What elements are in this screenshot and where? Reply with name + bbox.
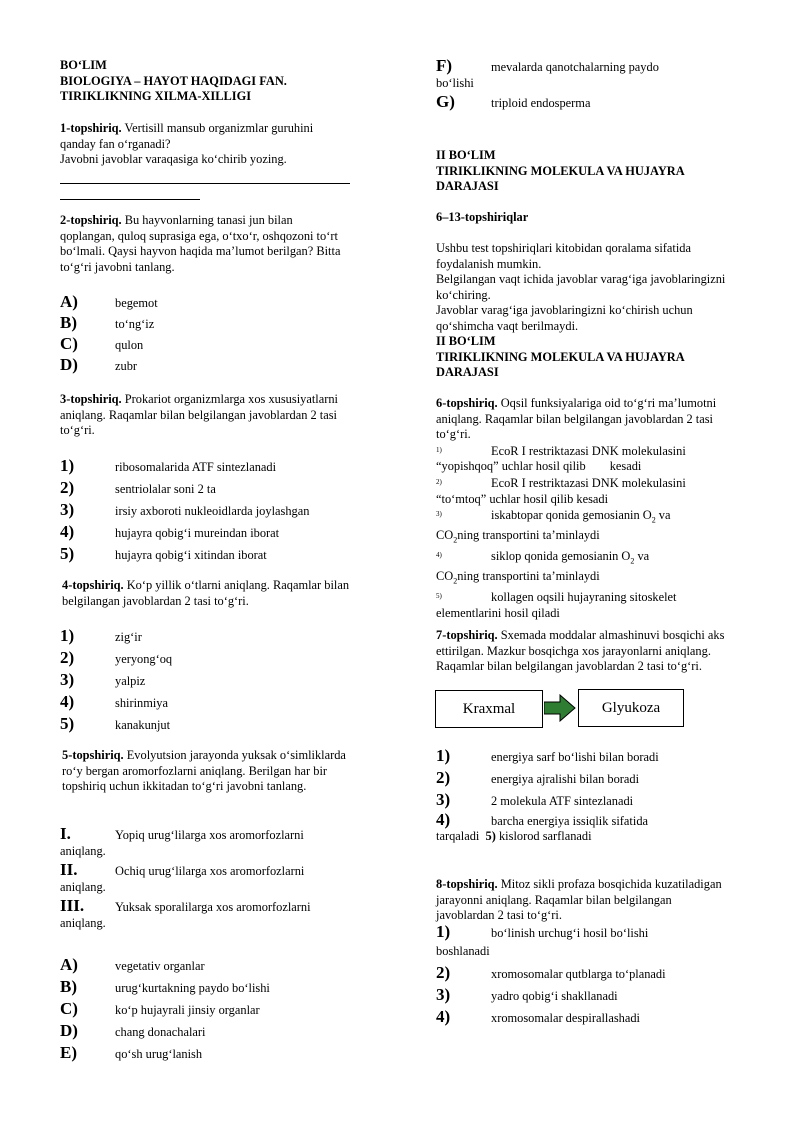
instruction-3: Javoblar varagʻiga javoblaringizni koʻchirish uchun qoʻshimcha vaqt berilmaydi. (436, 303, 693, 333)
option-2[interactable] (60, 478, 350, 500)
option-d[interactable] (60, 355, 350, 376)
option-text: triploid endosperma (491, 96, 591, 110)
option-4[interactable] (436, 1007, 726, 1029)
task-3-label: 3-topshiriq. (60, 392, 122, 406)
option-mark: A) (60, 955, 78, 974)
task-4-question: Koʻp yillik oʻtlarni aniqlang. Raqamlar bilan belgilangan javoblardan 2 tasi toʻgʻri. (62, 578, 350, 608)
option-text: mevalarda qanotchalarning paydo (491, 60, 659, 74)
section-label: II BOʻLIM (436, 334, 496, 348)
option-4-cont (436, 569, 726, 589)
subquestion-mark: I. (60, 824, 71, 843)
option-text-cont: CO (436, 569, 454, 584)
task-5-subquestions (60, 826, 350, 934)
option-text-cont: “yopishqoq” uchlar hosil qilib (436, 459, 586, 474)
option-mark: C) (60, 334, 78, 353)
option-text: toʻngʻiz (115, 317, 155, 331)
option-text: vegetativ organlar (115, 959, 205, 973)
option-mark: 2) (436, 768, 451, 787)
option-text: iskabtopar qonida gemosianin O (491, 508, 652, 523)
scheme-box-starch: Kraxmal (435, 690, 543, 728)
option-mark: 3) (60, 500, 75, 519)
section-title-line-1: BIOLOGIYA – HAYOT HAQIDAGI FAN. (60, 73, 287, 88)
subquestion-text-cont: aniqlang. (60, 843, 106, 858)
option-text: zubr (115, 359, 138, 373)
option-5-mark[interactable]: 5) (485, 829, 496, 843)
option-text-end: kesadi (609, 459, 642, 474)
option-text: xromosomalar qutblarga toʻplanadi (491, 967, 666, 981)
task-5-label: 5-topshiriq. (62, 748, 124, 762)
option-1[interactable] (436, 924, 726, 944)
subscript: 2 (453, 535, 458, 545)
section-title-line-1: TIRIKLIKNING MOLEKULA VA HUJAYRA (436, 163, 685, 178)
option-mark: 5) (436, 592, 442, 601)
option-3-cont (436, 528, 726, 548)
option-5[interactable] (436, 589, 726, 606)
option-text: koʻp hujayrali jinsiy organlar (115, 1003, 260, 1017)
option-e[interactable] (60, 1043, 350, 1065)
option-text-tail: va (655, 508, 671, 523)
option-a[interactable] (60, 955, 350, 977)
task-7-question: Sxemada moddalar almashinuvi bosqichi aks ettirilgan. Mazkur bosqichga xos jarayonlarni aniqlang. Raqamlar bilan belgilangan javoblardan 2 tasi toʻgʻri. (436, 628, 725, 674)
option-2[interactable] (436, 963, 726, 985)
option-text: irsiy axboroti nukleoidlarda joylashgan (115, 504, 310, 518)
option-mark: 3) (436, 510, 442, 519)
option-b[interactable] (60, 313, 350, 334)
task-5-text (60, 748, 350, 795)
subquestion-mark: II. (60, 860, 78, 879)
task-2-label: 2-topshiriq. (60, 213, 122, 227)
option-5[interactable] (60, 714, 350, 736)
option-mark: 5) (60, 544, 75, 563)
option-3[interactable] (60, 500, 350, 522)
task-4-text (60, 578, 350, 609)
option-text-cont: tarqaladi (436, 829, 480, 843)
task-7-label: 7-topshiriq. (436, 628, 498, 642)
option-text: energiya sarf boʻlishi bilan boradi (491, 750, 659, 764)
option-mark: F) (436, 56, 453, 75)
option-mark: B) (60, 313, 77, 332)
task-8-label: 8-topshiriq. (436, 877, 498, 891)
option-mark: 5) (60, 714, 75, 733)
option-text: qulon (115, 338, 144, 352)
option-text: barcha energiya issiqlik sifatida (491, 814, 649, 828)
option-mark: 4) (436, 810, 451, 829)
option-1[interactable] (436, 746, 726, 768)
option-mark: 1) (60, 626, 75, 645)
option-c[interactable] (60, 334, 350, 355)
answer-line[interactable] (60, 168, 350, 184)
task-4-label: 4-topshiriq. (62, 578, 124, 592)
option-text: yeryongʻoq (115, 652, 173, 666)
subquestion-text: Yuksak sporalilarga xos aromorfozlarni (115, 900, 311, 914)
task-1-question: Vertisill mansub organizmlar guruhini qanday fan oʻrganadi? (60, 121, 314, 151)
option-2[interactable] (436, 475, 726, 492)
section-title-line-2: DARAJASI (436, 179, 499, 194)
option-c[interactable] (60, 999, 350, 1021)
task-6-text (436, 396, 726, 443)
option-text: begemot (115, 296, 158, 310)
option-mark: D) (60, 1021, 78, 1040)
section-title-line-2: DARAJASI (436, 365, 499, 380)
task-range-title: 6–13-topshiriqlar (436, 210, 529, 224)
option-5[interactable] (60, 544, 350, 566)
subquestion-text-cont: aniqlang. (60, 915, 106, 930)
subquestion-ii (60, 862, 350, 898)
option-mark: E) (60, 1043, 77, 1062)
task-6-question: Oqsil funksiyalariga oid toʻgʻri maʼlumotni aniqlang. Raqamlar bilan belgilangan javoblardan 2 tasi toʻgʻri. (436, 396, 717, 442)
task-4-options (60, 626, 350, 736)
option-g[interactable] (436, 94, 726, 116)
option-text: EcoR I restriktazasi DNK molekulasini (491, 475, 686, 490)
option-mark: B) (60, 977, 77, 996)
task-2-question: Bu hayvonlarning tanasi jun bilan qoplangan, quloq suprasiga ega, oʻtxoʻr, oshqozoni toʻrt boʻlmali. Qaysi hayvon haqida maʼlumot berilgan? Bitta toʻgʻri javobni tanlang. (60, 213, 341, 274)
option-text: 2 molekula ATF sintezlanadi (491, 794, 634, 808)
option-mark: 1) (436, 746, 451, 765)
option-mark: 3) (436, 985, 451, 1004)
option-text: chang donachalari (115, 1025, 206, 1039)
option-text: EcoR I restriktazasi DNK molekulasini (491, 443, 686, 458)
option-4-cont (436, 829, 726, 845)
task-7 (436, 628, 726, 675)
task-2-text (60, 213, 350, 275)
option-4[interactable] (436, 812, 726, 829)
task-2 (60, 213, 350, 275)
option-2[interactable] (436, 768, 726, 790)
option-1[interactable] (60, 626, 350, 648)
task-2-options (60, 292, 350, 376)
task-7-text (436, 628, 726, 675)
subquestion-iii (60, 898, 350, 934)
instructions (436, 241, 726, 335)
task-1-label: 1-topshiriq. (60, 121, 122, 135)
task-7-options (436, 746, 726, 845)
option-text-cont-tail: ning transportini taʼminlaydi (457, 569, 600, 584)
option-mark: 2) (60, 478, 75, 497)
task-8 (436, 877, 726, 924)
option-2[interactable] (60, 648, 350, 670)
option-b[interactable] (60, 977, 350, 999)
section-2-heading-repeat (436, 334, 726, 381)
option-mark: 4) (60, 692, 75, 711)
option-text: kanakunjut (115, 718, 171, 732)
option-mark: 3) (436, 790, 451, 809)
section-title-line-2: TIRIKLIKNING XILMA-XILLIGI (60, 89, 252, 104)
option-4[interactable] (60, 692, 350, 714)
scheme-box-glucose: Glyukoza (578, 689, 684, 727)
option-text: qoʻsh urugʻlanish (115, 1047, 203, 1061)
option-text: yalpiz (115, 674, 146, 688)
task-5-question: Evolyutsion jarayonda yuksak oʻsimliklarda roʻy bergan aromorfozlarni aniqlang. Berilgan har bir topshiriq uchun ikkitadan toʻgʻri javobni tanlang. (62, 748, 346, 794)
option-1-cont: boshlanadi (436, 944, 490, 958)
task-3 (60, 392, 350, 439)
section-heading (60, 58, 350, 105)
instruction-1: Ushbu test topshiriqlari kitobidan qoralama sifatida foydalanish mumkin. (436, 241, 691, 271)
option-mark: 4) (436, 1007, 451, 1026)
task-5-options (60, 955, 350, 1065)
option-mark: 4) (60, 522, 75, 541)
option-text: yadro qobigʻi shakllanadi (491, 989, 618, 1003)
option-a[interactable] (60, 292, 350, 313)
subquestion-text-cont: aniqlang. (60, 879, 106, 894)
subscript: 2 (453, 576, 458, 586)
task-1-instruction: Javobni javoblar varaqasiga koʻchirib yozing. (60, 152, 287, 167)
option-2-cont: “toʻmtoq” uchlar hosil qilib kesadi (436, 491, 609, 506)
task-1-text (60, 121, 350, 152)
task-1 (60, 121, 350, 200)
task-3-text (60, 392, 350, 439)
option-1[interactable] (60, 456, 350, 478)
task-5 (60, 748, 350, 795)
task-8-options (436, 924, 726, 1029)
option-mark: 1) (60, 456, 75, 475)
option-text-cont: boʻlishi (436, 75, 474, 90)
option-text-cont-tail: ning transportini taʼminlaydi (457, 528, 600, 543)
section-title-line-1: TIRIKLIKNING MOLEKULA VA HUJAYRA (436, 349, 685, 364)
option-4[interactable] (436, 548, 726, 569)
option-mark: 2) (60, 648, 75, 667)
option-1[interactable] (436, 443, 726, 460)
option-3[interactable] (436, 985, 726, 1007)
section-label: BOʻLIM (60, 58, 107, 72)
option-text: shirinmiya (115, 696, 168, 710)
subquestion-text: Yopiq urugʻlilarga xos aromorfozlarni (115, 828, 304, 842)
option-3[interactable] (60, 670, 350, 692)
task-4 (60, 578, 350, 609)
option-3[interactable] (436, 507, 726, 528)
task-8-text (436, 877, 726, 924)
option-f[interactable] (436, 58, 726, 94)
option-text: ribosomalarida ATF sintezlanadi (115, 460, 277, 474)
instruction-2: Belgilangan vaqt ichida javoblar varagʻiga javoblaringizni koʻchiring. (436, 272, 726, 302)
task-8-question: Mitoz sikli profaza bosqichida kuzatiladigan jarayonni aniqlang. Raqamlar bilan belgilangan javoblardan 2 tasi toʻgʻri. (436, 877, 722, 923)
option-mark: 2) (436, 477, 442, 486)
option-mark: G) (436, 92, 455, 111)
option-text: boʻlinish urchugʻi hosil boʻlishi (491, 926, 649, 940)
option-text: hujayra qobigʻi mureindan iborat (115, 526, 280, 540)
option-text: energiya ajralishi bilan boradi (491, 772, 640, 786)
answer-line[interactable] (60, 184, 200, 200)
subquestion-text: Ochiq urugʻlilarga xos aromorfozlarni (115, 864, 305, 878)
option-text: siklop qonida gemosianin O (491, 549, 631, 564)
option-mark: 4) (436, 551, 442, 560)
option-5-cont: elementlarini hosil qiladi (436, 606, 560, 620)
option-text: hujayra qobigʻi xitindan iborat (115, 548, 267, 562)
option-mark: A) (60, 292, 78, 311)
option-d[interactable] (60, 1021, 350, 1043)
option-text: xromosomalar despirallashadi (491, 1011, 640, 1025)
option-text-tail: va (634, 549, 650, 564)
task-6 (436, 396, 726, 622)
option-3[interactable] (436, 790, 726, 812)
subscript: 2 (630, 556, 635, 566)
section-label: II BOʻLIM (436, 148, 496, 162)
option-mark: 3) (60, 670, 75, 689)
task-5-options-cont (436, 58, 726, 116)
option-text: urugʻkurtakning paydo boʻlishi (115, 981, 270, 995)
option-text-cont: CO (436, 528, 454, 543)
option-text: kollagen oqsili hujayraning sitoskelet (491, 590, 677, 605)
option-mark: D) (60, 355, 78, 374)
section-2-heading (436, 148, 726, 195)
option-1-cont (436, 459, 726, 475)
task-6-label: 6-topshiriq. (436, 396, 498, 410)
subquestion-i (60, 826, 350, 862)
option-4[interactable] (60, 522, 350, 544)
arrow-right-icon (544, 694, 576, 722)
task-3-question: Prokariot organizmlarga xos xususiyatlarni aniqlang. Raqamlar bilan belgilangan javoblardan 2 tasi toʻgʻri. (60, 392, 338, 438)
option-5-text: kislorod sarflanadi (498, 829, 592, 843)
option-mark: C) (60, 999, 78, 1018)
task-3-options (60, 456, 350, 566)
option-mark: 2) (436, 963, 451, 982)
option-mark: 1) (436, 922, 451, 941)
option-mark: 1) (436, 445, 442, 454)
option-text: sentriolalar soni 2 ta (115, 482, 216, 496)
option-text: zigʻir (115, 630, 142, 644)
subscript: 2 (651, 515, 656, 525)
subquestion-mark: III. (60, 896, 85, 915)
